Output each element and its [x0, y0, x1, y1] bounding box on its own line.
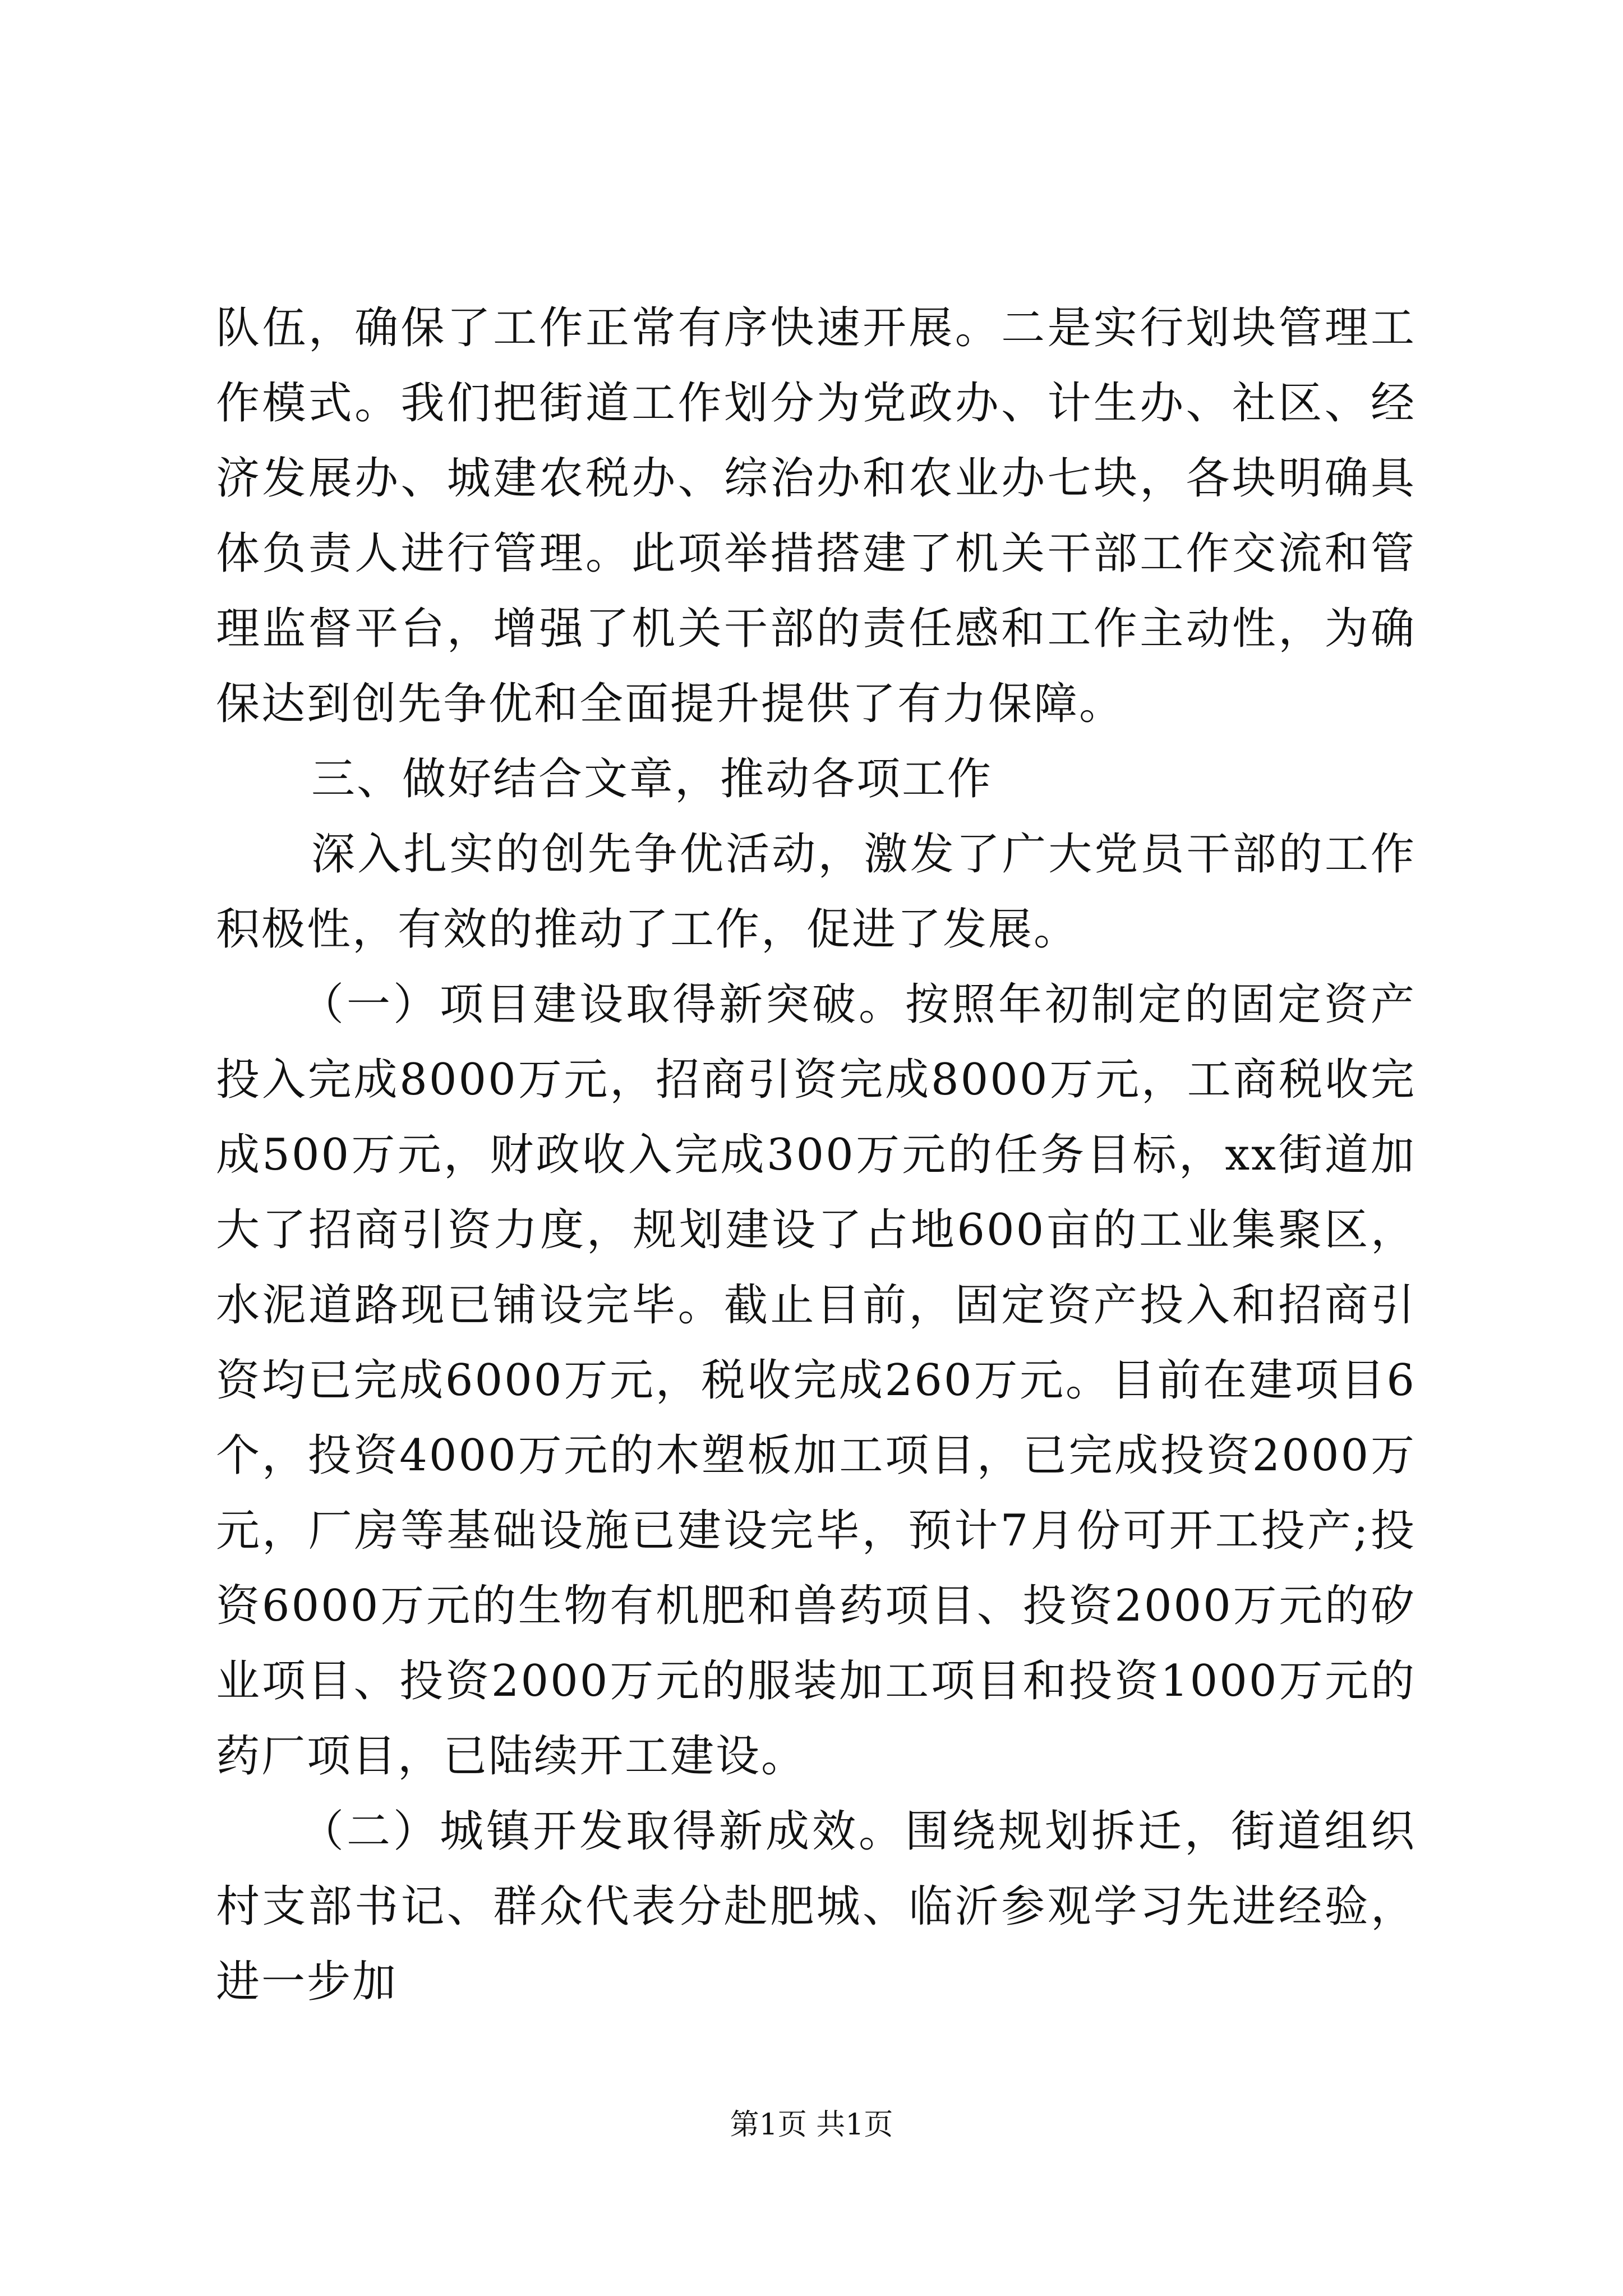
- document-body: [216, 291, 1416, 2019]
- section-heading: 三、做好结合文章，推动各项工作: [311, 754, 993, 804]
- paragraph-intro: 深入扎实的创先争优活动，激发了广大党员干部的工作积极性，有效的推动了工作，促进了发展。: [216, 829, 1416, 955]
- paragraph-urban-development: （二）城镇开发取得新成效。围绕规划拆迁，街道组织村支部书记、群众代表分赴肥城、临沂参观学习先进经验，进一步加: [216, 1806, 1416, 2007]
- page-footer: 第1页 共1页: [730, 2108, 893, 2142]
- paragraph-project-construction: （一）项目建设取得新突破。按照年初制定的固定资产投入完成8000万元，招商引资完成8000万元，工商税收完成500万元，财政收入完成300万元的任务目标，xx街道加大了招商引资力度，规划建设了占地600亩的工业集聚区，水泥道路现已铺设完毕。截止目前，固定资产投入和招商引资均已完成6000万元，税收完成260万元。目前在建项目6个，投资4000万元的木塑板加工项目，已完成投资2000万元，厂房等基础设施已建设完毕，预计7月份可开工投产;投资6000万元的生物有机肥和兽药项目、投资2000万元的矽业项目、投资2000万元的服装加工项目和投资1000万元的药厂项目，已陆续开工建设。: [216, 979, 1416, 1782]
- paragraph-continuation: 队伍，确保了工作正常有序快速开展。二是实行划块管理工作模式。我们把街道工作划分为党政办、计生办、社区、经济发展办、城建农税办、综治办和农业办七块，各块明确具体负责人进行管理。此项举措搭建了机关干部工作交流和管理监督平台，增强了机关干部的责任感和工作主动性，为确保达到创先争优和全面提升提供了有力保障。: [216, 303, 1416, 729]
